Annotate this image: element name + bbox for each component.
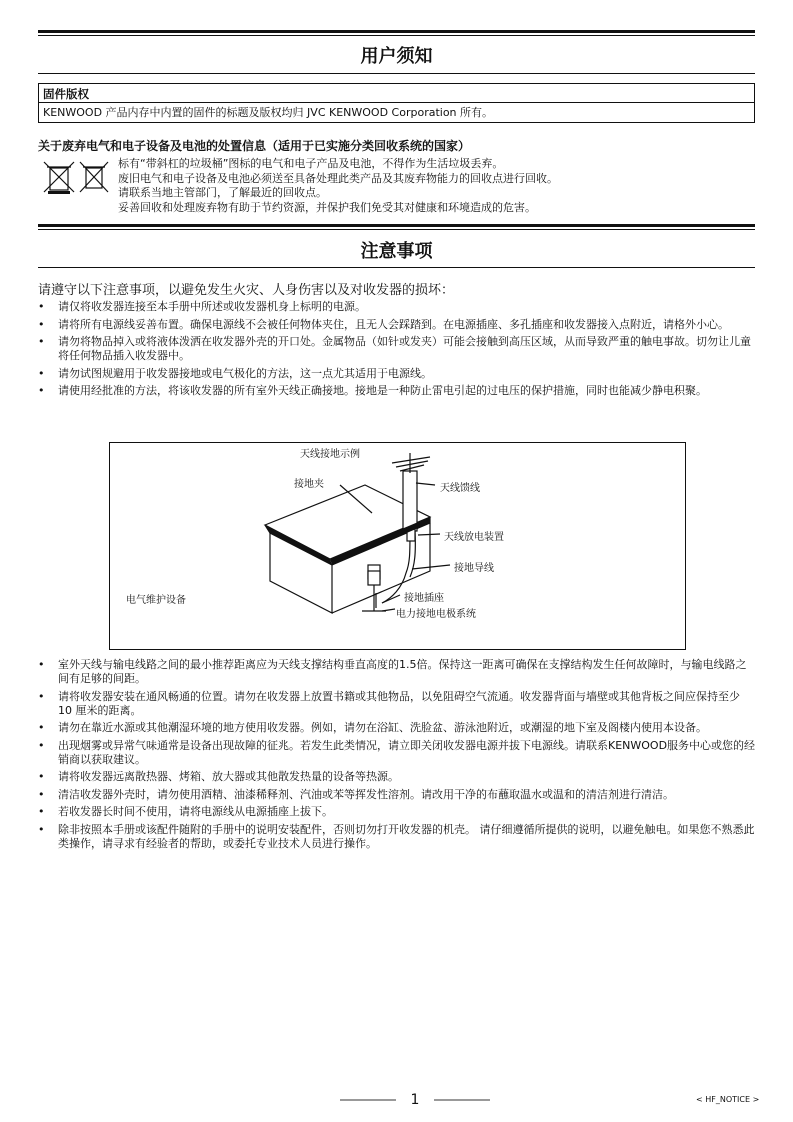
- label-ground-clamps: 接地插座: [404, 593, 444, 604]
- label-electric-service: 电气维护设备: [126, 595, 186, 606]
- list-item: • 除非按照本手册或该配件随附的手册中的说明安装配件，否则切勿打开收发器的机壳。 请仔细遵循所提供的说明，以避免触电。如果您不熟悉此类操作，请寻求有经验者的帮助，或委托专业技术人员进行操作。: [38, 823, 756, 851]
- label-ground-conductor: 接地导线: [454, 563, 494, 574]
- list-item: • 请将收发器安装在通风畅通的位置。请勿在收发器上放置书籍或其他物品，以免阻碍空气流通。收发器背面与墙壁或其他背板之间应保持至少 10 厘米的距离。: [38, 690, 756, 718]
- disposal-line: 妥善回收和处理废弃物有助于节约资源，并保护我们免受其对健康和环境造成的危害。: [118, 200, 536, 214]
- diagram-title: 天线接地示例: [300, 449, 360, 460]
- footer-line-right: [434, 1099, 490, 1101]
- list-item: • 室外天线与输电线路之间的最小推荐距离应为天线支撑结构垂直高度的1.5倍。保持这一距离可确保在支撑结构发生任何故障时，与输电线路之间有足够的间距。: [38, 658, 756, 686]
- page-title-notice: 用户须知: [360, 46, 433, 67]
- disposal-line: 标有“带斜杠的垃圾桶”图标的电气和电子产品及电池，不得作为生活垃圾丢弃。: [118, 157, 504, 170]
- disposal-heading: 关于废弃电气和电子设备及电池的处置信息（适用于已实施分类回收系统的国家）: [38, 139, 471, 153]
- firmware-copyright-box: [38, 83, 755, 123]
- page-number: 1: [410, 1092, 420, 1108]
- list-item: • 清洁收发器外壳时，请勿使用酒精、油漆稀释剂、汽油或苯等挥发性溶剂。请改用干净的布蘸取温水或温和的清洁剂进行清洁。: [38, 788, 756, 802]
- crossed-bin-icon: [42, 160, 112, 194]
- disposal-line: 废旧电气和电子设备及电池必须送至具备处理此类产品及其废弃物能力的回收点进行回收。: [118, 171, 558, 185]
- top-rule-thin: [38, 35, 755, 36]
- antenna-grounding-diagram: [109, 442, 686, 650]
- footer-line-left: [340, 1099, 396, 1101]
- firmware-text: KENWOOD 产品内存中内置的固件的标题及版权均归 JVC KENWOOD Corporation 所有。: [43, 106, 494, 119]
- disposal-line: 请联系当地主管部门，了解最近的回收点。: [118, 186, 327, 199]
- list-item: • 请仅将收发器连接至本手册中所述或收发器机身上标明的电源。: [38, 300, 756, 314]
- top-rule: [38, 30, 755, 33]
- list-item: • 请将所有电源线妥善布置。确保电源线不会被任何物体夹住，且无人会踩踏到。在电源插座、多孔插座和收发器接入点附近，请格外小心。: [38, 318, 756, 332]
- disposal-text: [118, 157, 558, 215]
- label-electrode-system: 电力接地电极系统: [396, 609, 476, 620]
- precautions-list-top: [38, 300, 756, 402]
- precautions-list-bottom: [38, 658, 756, 854]
- list-item: • 请勿将物品掉入或将液体泼洒在收发器外壳的开口处。金属物品（如针或发夹）可能会接触到高压区域，从而导致严重的触电事故。切勿让儿童将任何物品插入收发器中。: [38, 335, 756, 363]
- section-rule-thin: [38, 229, 755, 230]
- section-rule: [38, 224, 755, 227]
- firmware-heading: 固件版权: [39, 84, 754, 103]
- list-item: • 出现烟雾或异常气味通常是设备出现故障的征兆。若发生此类情况，请立即关闭收发器电源并拔下电源线。请联系KENWOOD服务中心或您的经销商以获取建议。: [38, 739, 756, 767]
- label-discharge-unit: 天线放电装置: [444, 532, 504, 543]
- notice-code: < HF_NOTICE >: [696, 1095, 760, 1104]
- label-ground-clamp: 接地夹: [294, 479, 324, 490]
- intro-text: 请遵守以下注意事项，以避免发生火灾、人身伤害以及对收发器的损坏：: [38, 283, 455, 298]
- precautions-underline: [38, 267, 755, 268]
- list-item: • 若收发器长时间不使用，请将电源线从电源插座上拔下。: [38, 805, 756, 819]
- list-item: • 请使用经批准的方法，将该收发器的所有室外天线正确接地。接地是一种防止雷电引起的过电压的保护措施，同时也能减少静电积聚。: [38, 384, 756, 398]
- title-underline: [38, 73, 755, 74]
- list-item: • 请勿在靠近水源或其他潮湿环境的地方使用收发器。例如，请勿在浴缸、洗脸盆、游泳池附近，或潮湿的地下室及阁楼内使用本设备。: [38, 721, 756, 735]
- list-item: • 请勿试图规避用于收发器接地或电气极化的方法，这一点尤其适用于电源线。: [38, 367, 756, 381]
- page-title-precautions: 注意事项: [360, 241, 433, 262]
- label-antenna-feed: 天线馈线: [440, 483, 480, 494]
- list-item: • 请将收发器远离散热器、烤箱、放大器或其他散发热量的设备等热源。: [38, 770, 756, 784]
